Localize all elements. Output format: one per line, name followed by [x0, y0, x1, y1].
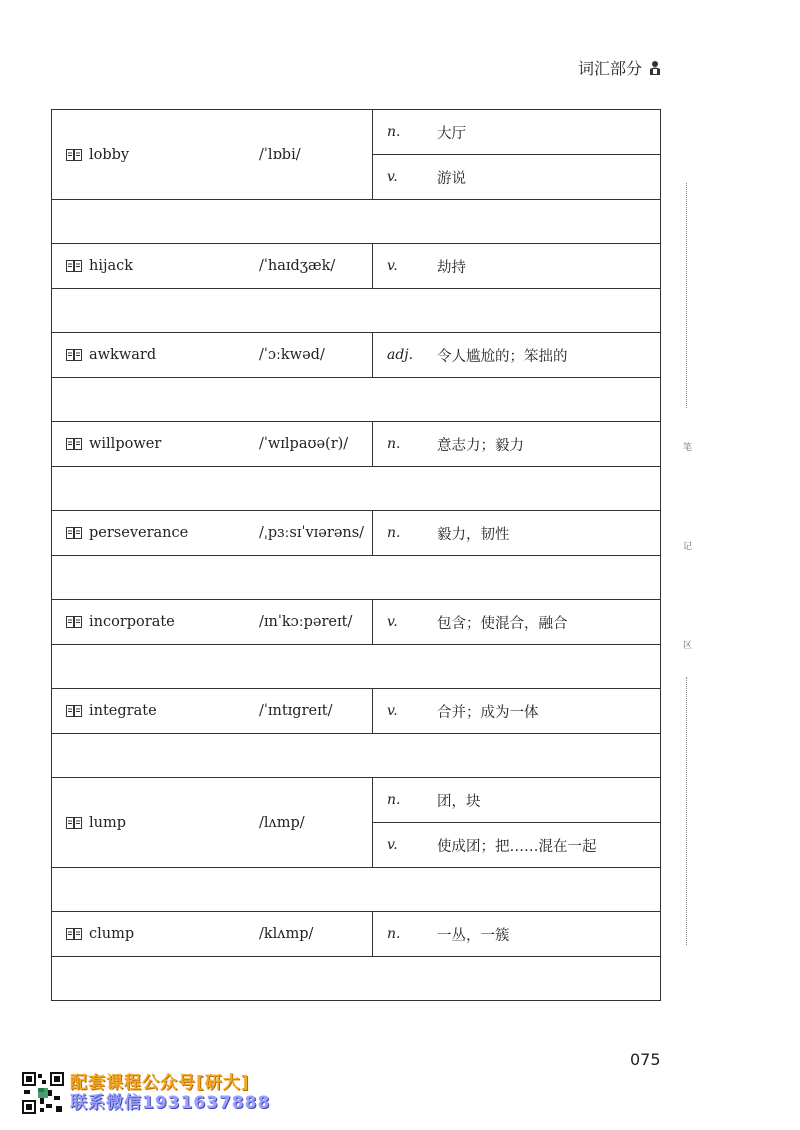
part-of-speech: v. — [387, 614, 398, 630]
word: willpower — [89, 436, 162, 452]
blank-cell — [52, 645, 661, 689]
phonetic: /ɪnˈkɔːpəreɪt/ — [259, 614, 353, 630]
vocab-row — [52, 600, 661, 645]
book-icon — [66, 149, 82, 161]
word-cell — [52, 110, 373, 200]
notes-row — [52, 378, 661, 422]
word-cell — [52, 333, 373, 378]
book-icon — [66, 928, 82, 940]
notes-label-bi: 笔 — [683, 443, 693, 453]
phonetic: /ˈhaɪdʒæk/ — [259, 258, 336, 274]
notes-row — [52, 734, 661, 778]
book-icon — [66, 616, 82, 628]
notes-row — [52, 289, 661, 333]
notes-dotted-line-top — [686, 183, 687, 408]
vocab-row — [52, 689, 661, 734]
word-cell — [52, 244, 373, 289]
meaning: 劫持 — [437, 259, 466, 276]
promo-line-1: 配套课程公众号[研大] — [70, 1073, 250, 1093]
notes-dotted-line-bottom — [686, 677, 687, 945]
word: hijack — [89, 258, 134, 274]
definition-cell — [373, 244, 661, 289]
definition-cell — [373, 689, 661, 734]
meaning: 团，块 — [437, 793, 481, 810]
promo-line-2: 联系微信1931637888 — [70, 1093, 271, 1113]
definition-cell — [373, 600, 661, 645]
phonetic: /ˈɪntɪgreɪt/ — [259, 703, 333, 719]
word: incorporate — [89, 614, 175, 630]
part-of-speech: v. — [387, 258, 398, 274]
blank-cell — [52, 467, 661, 511]
part-of-speech: adj. — [387, 347, 414, 363]
definition-cell — [373, 422, 661, 467]
vocab-row — [52, 778, 661, 823]
meaning: 毅力，韧性 — [437, 526, 510, 543]
blank-cell — [52, 868, 661, 912]
notes-row — [52, 467, 661, 511]
notes-row — [52, 556, 661, 600]
word-cell — [52, 511, 373, 556]
phonetic: /klʌmp/ — [259, 926, 314, 942]
notes-row — [52, 645, 661, 689]
blank-cell — [52, 957, 661, 1001]
part-of-speech: n. — [387, 436, 401, 452]
definition-cell — [373, 823, 661, 868]
definition-cell — [373, 110, 661, 155]
blank-cell — [52, 556, 661, 600]
vocab-row — [52, 511, 661, 556]
word: lobby — [89, 146, 130, 163]
vocab-row — [52, 244, 661, 289]
vocab-row — [52, 333, 661, 378]
notes-label-qu: 区 — [683, 641, 693, 651]
notes-row — [52, 200, 661, 244]
book-icon — [66, 527, 82, 539]
book-icon — [66, 349, 82, 361]
notes-label-ji: 记 — [683, 542, 693, 552]
meaning: 合并；成为一体 — [437, 704, 539, 721]
page-header — [578, 56, 662, 79]
vocab-row — [52, 422, 661, 467]
part-of-speech: v. — [387, 703, 398, 719]
meaning: 意志力；毅力 — [437, 437, 524, 454]
promo-banner — [22, 1072, 270, 1114]
vocab-row — [52, 110, 661, 155]
word: perseverance — [89, 525, 189, 541]
definition-cell — [373, 912, 661, 957]
meaning: 大厅 — [437, 125, 466, 142]
book-icon — [66, 438, 82, 450]
part-of-speech: n. — [387, 926, 401, 942]
meaning: 一丛，一簇 — [437, 927, 510, 944]
blank-cell — [52, 734, 661, 778]
phonetic: /ˈwɪlpaʊə(r)/ — [259, 436, 349, 452]
part-of-speech: v. — [387, 837, 398, 853]
meaning: 使成团；把……混在一起 — [437, 838, 597, 855]
definition-cell — [373, 778, 661, 823]
meaning: 游说 — [437, 170, 466, 187]
book-icon — [66, 817, 82, 829]
meaning: 包含；使混合，融合 — [437, 615, 568, 632]
definition-cell — [373, 155, 661, 200]
phonetic: /ˌpɜːsɪˈvɪərəns/ — [259, 525, 365, 541]
book-icon — [66, 705, 82, 717]
word: clump — [89, 926, 135, 942]
notes-row — [52, 957, 661, 1001]
notes-row — [52, 868, 661, 912]
word: awkward — [89, 347, 157, 363]
definition-cell — [373, 333, 661, 378]
word-cell — [52, 600, 373, 645]
vocabulary-table — [51, 109, 661, 1001]
blank-cell — [52, 200, 661, 244]
word: lump — [89, 814, 127, 831]
vocab-row — [52, 912, 661, 957]
word-cell — [52, 689, 373, 734]
student-icon — [648, 60, 662, 76]
blank-cell — [52, 289, 661, 333]
part-of-speech: n. — [387, 124, 401, 140]
definition-cell — [373, 511, 661, 556]
word-cell — [52, 778, 373, 868]
page-number: 075 — [630, 1050, 661, 1069]
part-of-speech: n. — [387, 525, 401, 541]
phonetic: /ˈlɒbi/ — [259, 146, 301, 163]
meaning: 令人尴尬的；笨拙的 — [437, 348, 568, 365]
phonetic: /ˈɔːkwəd/ — [259, 347, 325, 363]
book-icon — [66, 260, 82, 272]
part-of-speech: n. — [387, 792, 401, 808]
part-of-speech: v. — [387, 169, 398, 185]
word: integrate — [89, 703, 157, 719]
section-title: 词汇部分 — [577, 59, 642, 78]
word-cell — [52, 912, 373, 957]
qr-code-icon — [22, 1072, 64, 1114]
blank-cell — [52, 378, 661, 422]
word-cell — [52, 422, 373, 467]
phonetic: /lʌmp/ — [259, 814, 305, 831]
